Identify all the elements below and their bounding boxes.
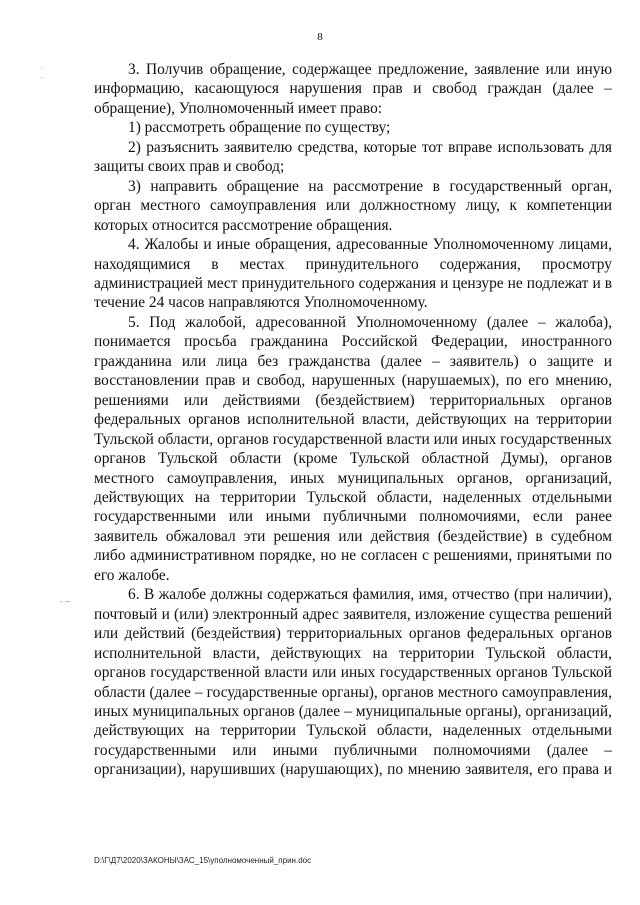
paragraph-3-intro: 3. Получив обращение, содержащее предложение, заявление или иную информацию, касающуюся нарушения прав и свобод граждан (далее – обращение), Уполномоченный имеет право:: [94, 61, 612, 117]
document-body: [94, 60, 612, 780]
scan-artifact-mark: ·: [40, 63, 43, 72]
scan-artifact-mark: ·: [40, 73, 43, 82]
page-number: 8: [317, 31, 323, 43]
paragraph-3-item-3: 3) направить обращение на рассмотрение в государственный орган, орган местного самоуправления или должностному лицу, к компетенции которых относится рассмотрение обращения.: [94, 177, 612, 234]
paragraph-3-item-1: 1) рассмотреть обращение по существу;: [128, 119, 391, 137]
paragraph-5: 5. Под жалобой, адресованной Уполномоченному (далее – жалоба), понимается просьба гражданина Российской Федерации, иностранного гражданина или лица без гражданства (далее – заявитель) о защите и восстановлении прав и свобод, нарушенных (нарушаемых), по его мнению, решениями или действиями (бездействием) территориальных органов федеральных органов исполнительной власти, действующих на территории Тульской области, органов государственной власти или иных государственных органов Тульской области (кроме Тульской областной Думы), органов местного самоуправления, иных муниципальных органов, организаций, действующих на территории Тульской области, наделенных отдельными государственными или иными публичными полномочиями, если ранее заявитель обжаловал эти решения или действия (бездействие) в судебном либо административном порядке, но не согласен с решениями, принятыми по его жалобе.: [94, 313, 612, 584]
paragraph-4: 4. Жалобы и иные обращения, адресованные Уполномоченному лицами, находящимися в местах принудительного содержания, просмотру администрацией мест принудительного содержания и цензуре не подлежат и в течение 24 часов направляются Уполномоченному.: [94, 236, 612, 312]
paragraph-6: 6. В жалобе должны содержаться фамилия, имя, отчество (при наличии), почтовый и (или) электронный адрес заявителя, изложение существа решений или действий (бездействия) территориальных органов федеральных органов исполнительной власти, действующих на территории Тульской области, органов государственной власти или иных государственных органов Тульской области (далее – государственные органы), органов местного самоуправления, иных муниципальных органов (далее – муниципальные органы), организаций, действующих на территории Тульской области, наделенных отдельными государственными или иными публичными полномочиями (далее – организации), нарушивших (нарушающих), по мнению заявителя, его права и: [94, 586, 612, 779]
paragraph-3-item-2: 2) разъяснить заявителю средства, которые тот вправе использовать для защиты своих прав и свобод;: [94, 138, 612, 176]
scan-artifact-mark: - --: [60, 597, 71, 606]
footer-file-path: D:\Г\Д7\2020\ЗАКОНЫ\ЗАС_15\уполномоченный_прин.doc: [94, 856, 312, 865]
